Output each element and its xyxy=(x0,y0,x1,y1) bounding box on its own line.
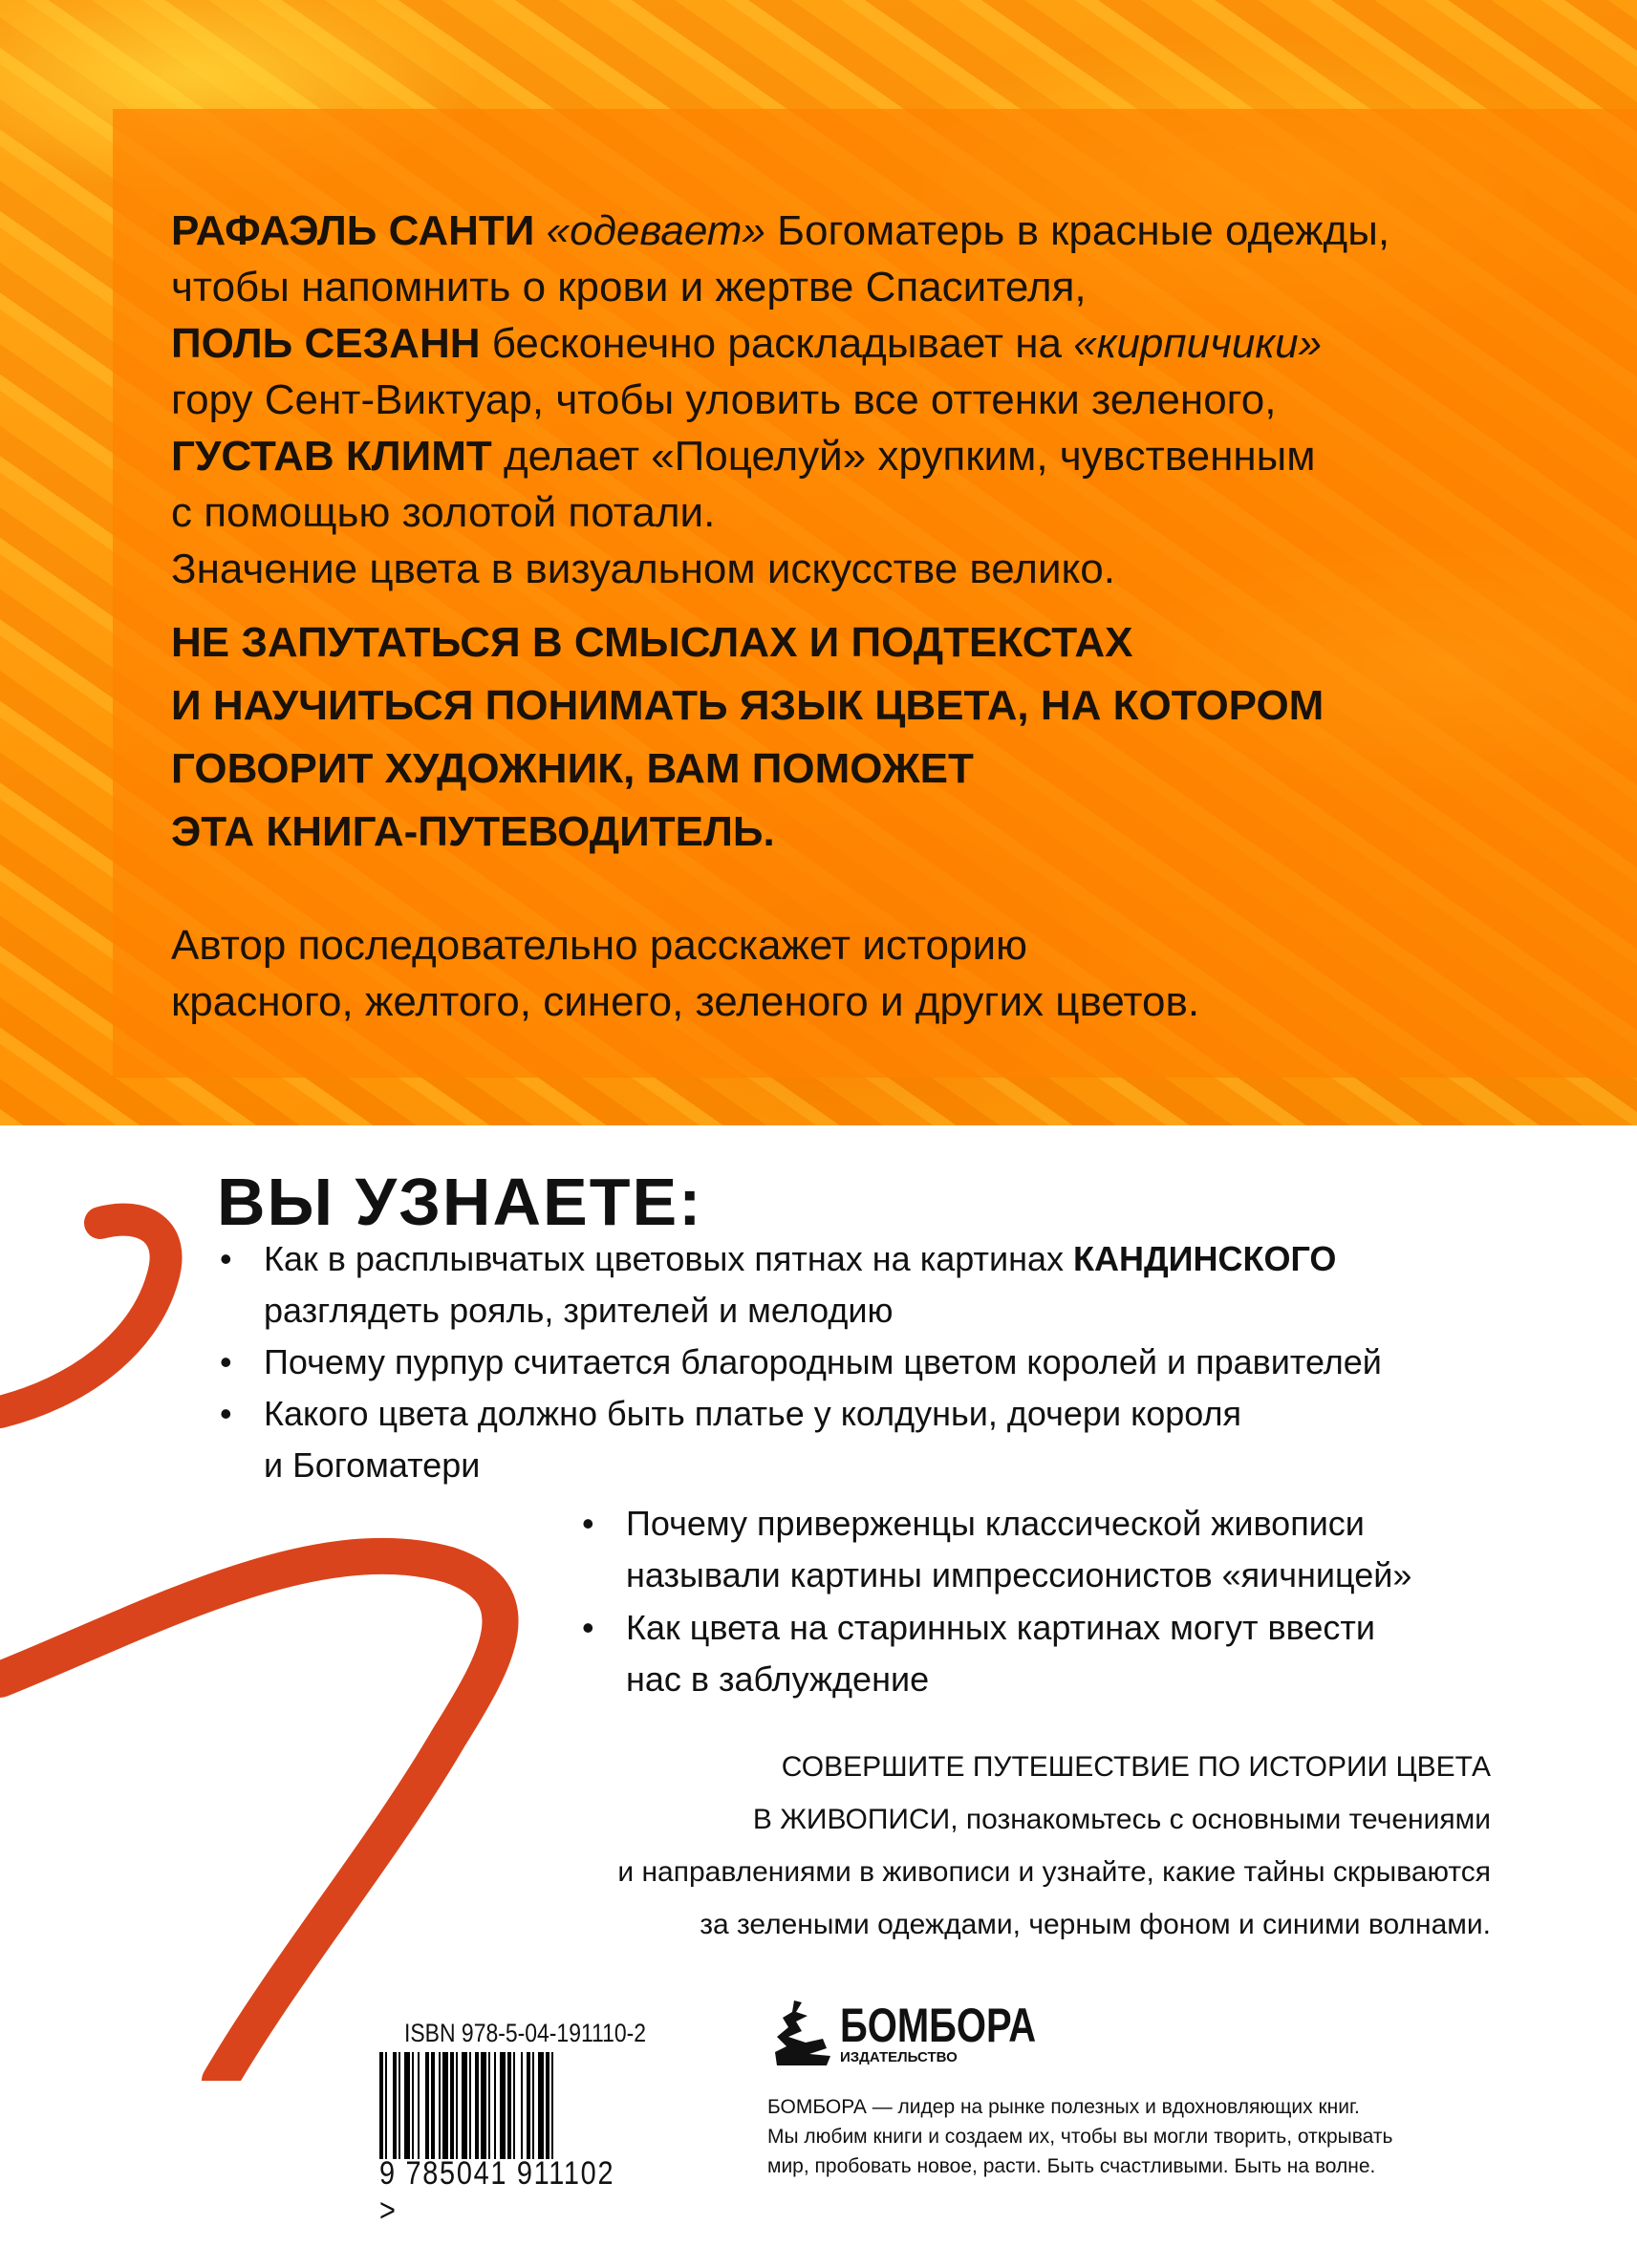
intro-line: гору Сент-Виктуар, чтобы уловить все оттенки зеленого, xyxy=(171,376,1277,423)
intro-line: с помощью золотой потали. xyxy=(171,489,716,536)
intro-line: РАФАЭЛЬ САНТИ «одевает» Богоматерь в красные одежды, xyxy=(171,207,1390,254)
intro-line: ГУСТАВ КЛИМТ делает «Поцелуй» хрупким, чувственным xyxy=(171,433,1316,480)
list-item: • Как цвета на старинных картинах могут ввести xyxy=(582,1608,1375,1647)
barcode-digits: 9 785041 911102 > xyxy=(379,2155,615,2229)
list-item-cont: и Богоматери xyxy=(264,1445,481,1485)
publisher-description: БОМБОРА — лидер на рынке полезных и вдохновляющих книг. Мы любим книги и создаем их, чтобы вы могли творить, открывать мир, пробовать новое, расти. Быть счастливыми. Быть на волне. xyxy=(767,2096,1393,2177)
isbn-barcode xyxy=(379,2019,671,2230)
caps-line: ГОВОРИТ ХУДОЖНИК, ВАМ ПОМОЖЕТ xyxy=(171,745,974,792)
intro-line: чтобы напомнить о крови и жертве Спасителя, xyxy=(171,264,1087,310)
list-item: • Почему пурпур считается благородным цветом королей и правителей xyxy=(220,1342,1382,1381)
orange-paint-background xyxy=(0,0,1637,1125)
list-item: • Почему приверженцы классической живописи xyxy=(582,1504,1365,1543)
list-item: • Какого цвета должно быть платье у колдуньи, дочери короля xyxy=(220,1394,1241,1433)
publisher-logo: БОМБОРА ИЗДАТЕЛЬСТВО xyxy=(767,1999,1085,2067)
list-item-cont: нас в заблуждение xyxy=(626,1659,930,1699)
list-item-cont: разглядеть рояль, зрителей и мелодию xyxy=(264,1291,894,1330)
caps-line: НЕ ЗАПУТАТЬСЯ В СМЫСЛАХ И ПОДТЕКСТАХ xyxy=(171,619,1133,666)
author-line: Автор последовательно расскажет историю xyxy=(171,922,1028,969)
list-item-cont: называли картины импрессионистов «яичницей» xyxy=(626,1555,1412,1594)
dancer-icon xyxy=(767,1999,834,2067)
intro-line: ПОЛЬ СЕЗАНН бесконечно раскладывает на «кирпичики» xyxy=(171,320,1323,367)
journey-paragraph: СОВЕРШИТЕ ПУТЕШЕСТВИЕ ПО ИСТОРИИ ЦВЕТА В ЖИВОПИСИ, познакомьтесь с основными течениями и направлениями в живописи и узнайте, какие тайны скрываются за зелеными одеждами, черным фоном и синими волнами. xyxy=(617,1751,1491,1940)
intro-line: Значение цвета в визуальном искусстве велико. xyxy=(171,546,1115,592)
isbn-number: ISBN 978-5-04-191110-2 xyxy=(403,2019,647,2047)
list-item: • Как в расплывчатых цветовых пятнах на картинах КАНДИНСКОГО xyxy=(220,1239,1337,1278)
author-line: красного, желтого, синего, зеленого и других цветов. xyxy=(171,978,1200,1025)
caps-line: И НАУЧИТЬСЯ ПОНИМАТЬ ЯЗЫК ЦВЕТА, НА КОТОРОМ xyxy=(171,682,1325,729)
section-heading: ВЫ УЗНАЕТЕ: xyxy=(217,1165,703,1239)
barcode-bar xyxy=(553,2052,557,2159)
barcode-bars xyxy=(379,2052,671,2159)
caps-line: ЭТА КНИГА-ПУТЕВОДИТЕЛЬ. xyxy=(171,808,775,855)
